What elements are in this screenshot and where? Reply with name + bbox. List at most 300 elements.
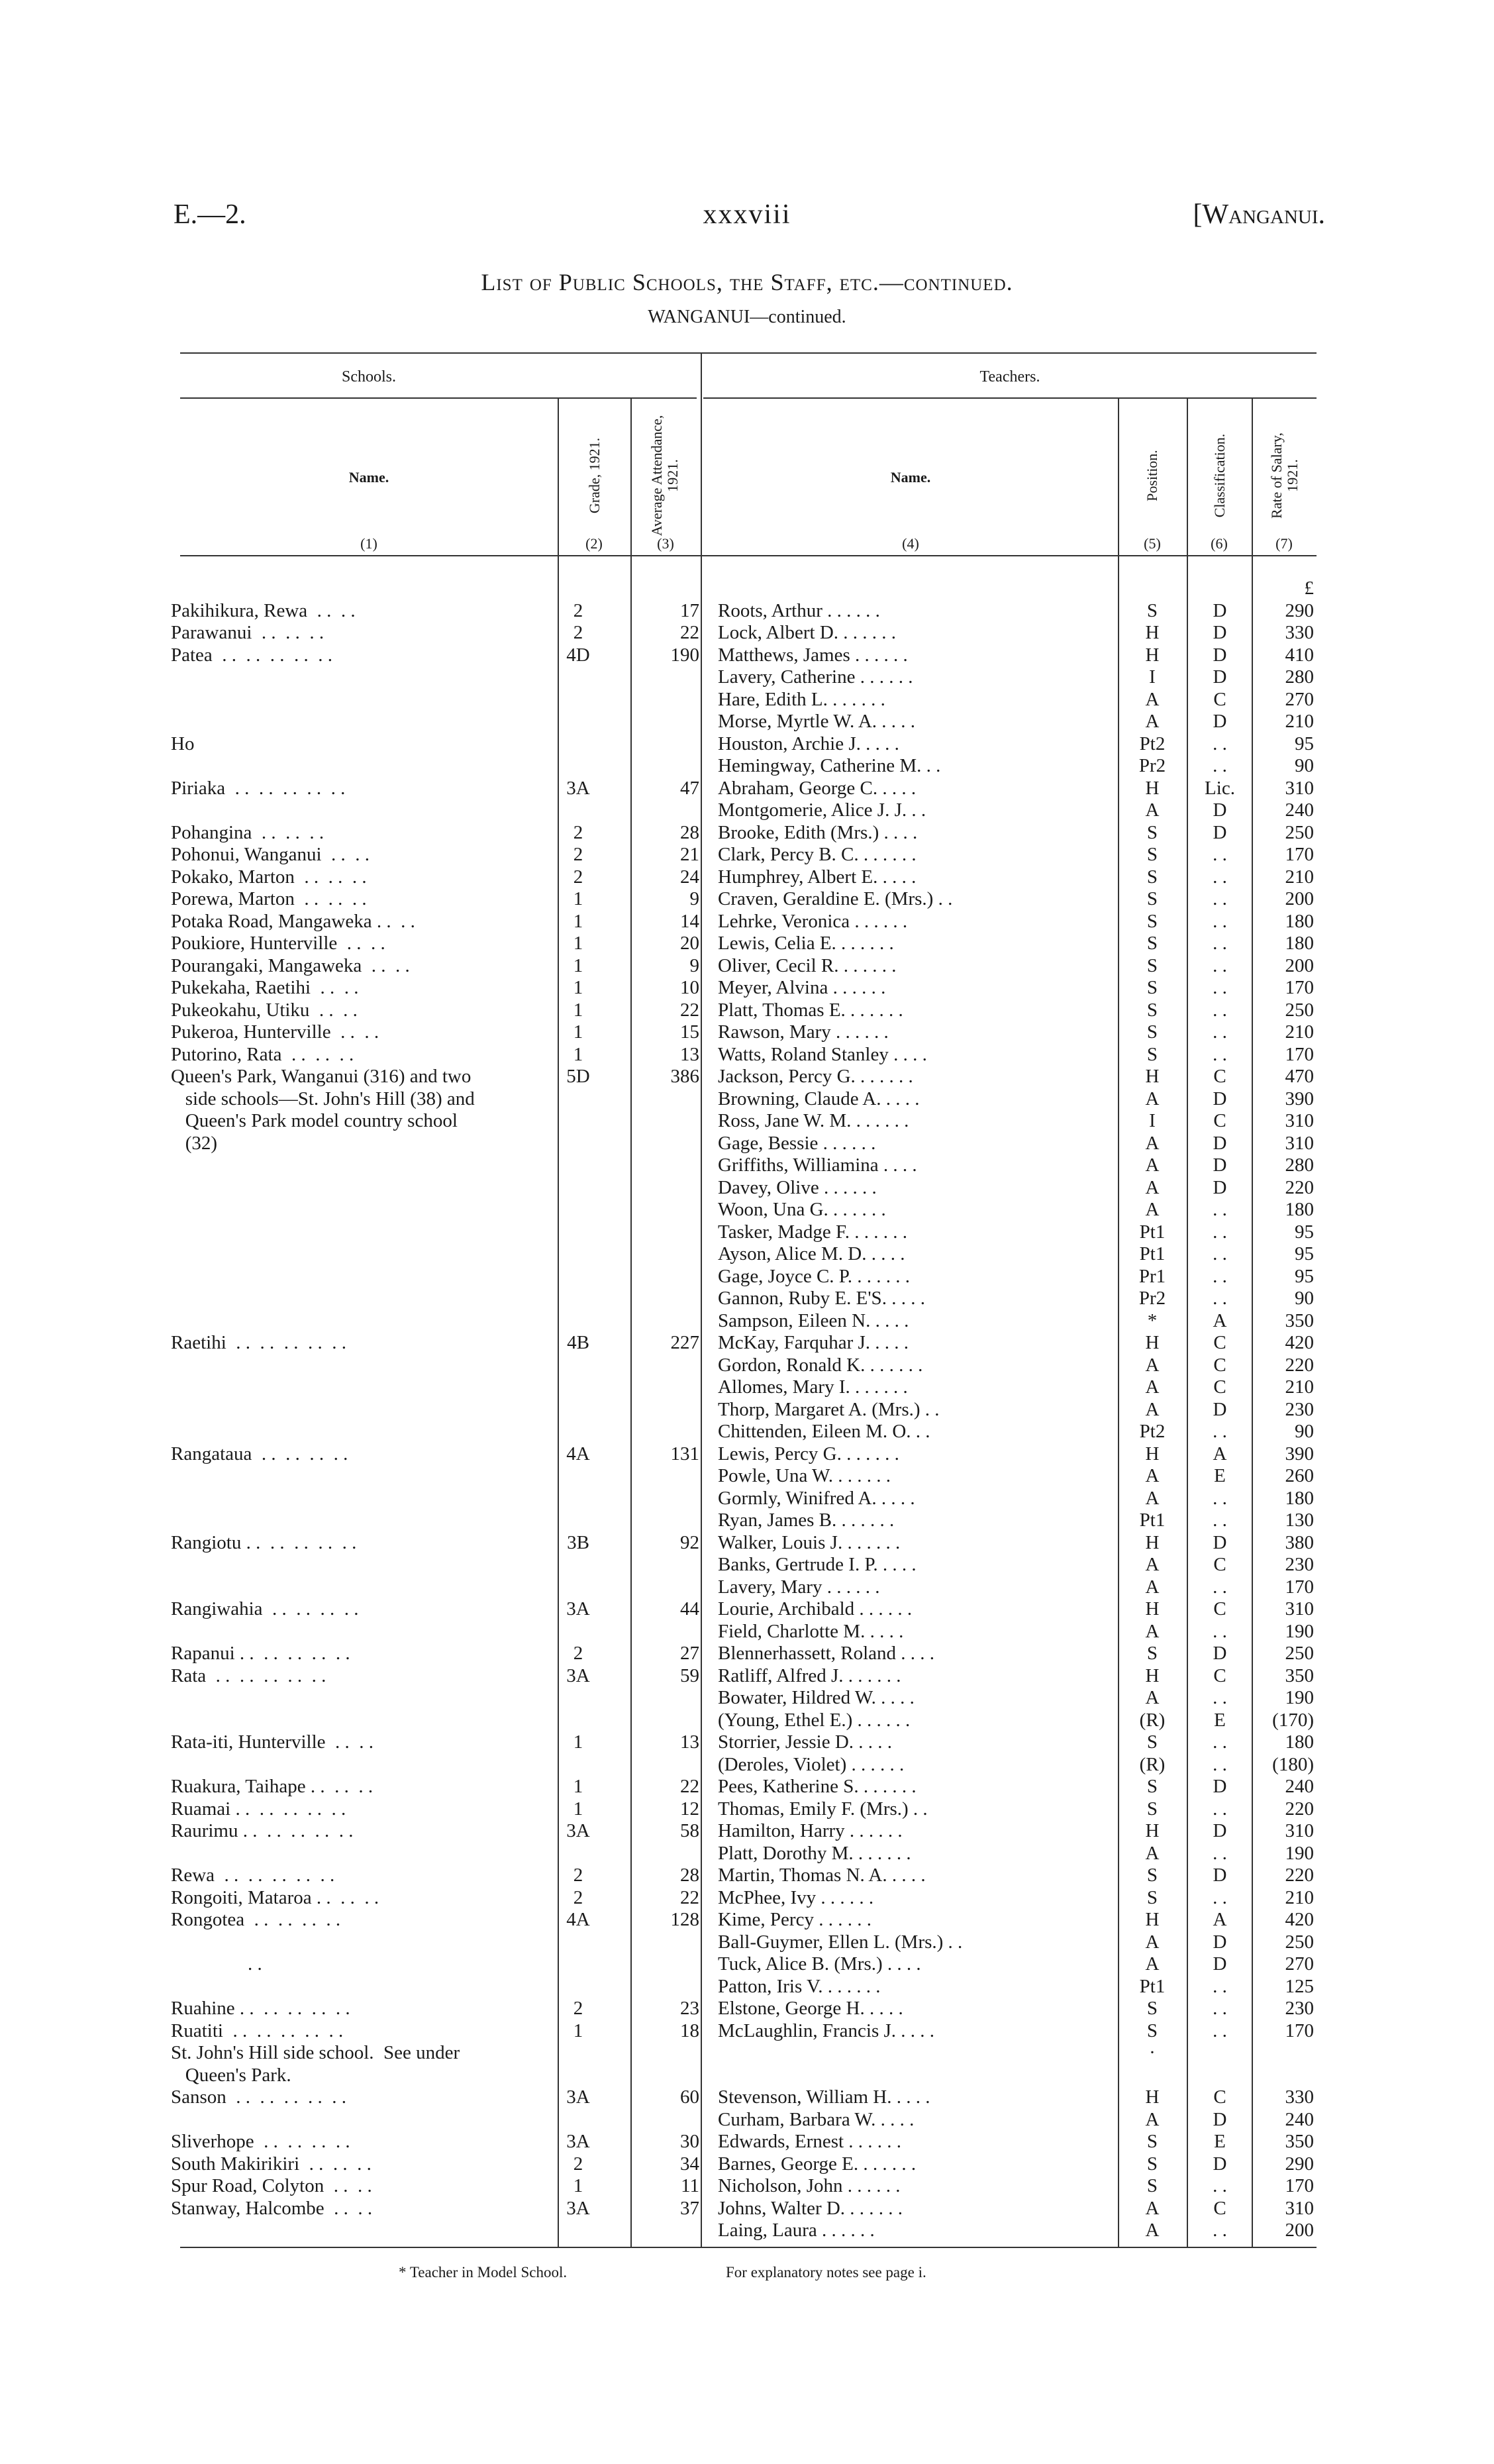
school-grade: 1 — [573, 2020, 583, 2041]
school-name: Rata-iti, Hunterville . . . . — [171, 1731, 374, 1753]
school-grade: 3A — [566, 777, 590, 799]
teacher-name: Matthews, James . . . . . . — [718, 644, 908, 666]
teacher-classification: D — [1213, 1776, 1227, 1797]
school-name: St. John's Hill side school. See under — [171, 2042, 460, 2063]
school-grade: 3A — [566, 2197, 590, 2219]
teacher-position: (R) — [1139, 1753, 1166, 1775]
table-row — [0, 955, 1494, 978]
col-number-5: (5) — [1144, 535, 1161, 552]
table-row — [0, 2131, 1494, 2153]
school-name: Sliverhope . . . . . . . . — [171, 2131, 350, 2152]
school-attendance: 11 — [681, 2175, 699, 2196]
school-grade: 2 — [573, 599, 583, 621]
table-row — [0, 2086, 1494, 2109]
teacher-name: Gage, Bessie . . . . . . — [718, 1132, 876, 1154]
footnote-explanatory: For explanatory notes see page i. — [726, 2264, 926, 2281]
teacher-salary: 170 — [1285, 2175, 1314, 2196]
teacher-classification: A — [1213, 1309, 1227, 1331]
school-attendance: 92 — [680, 1531, 699, 1553]
teacher-name: Rawson, Mary . . . . . . — [718, 1021, 889, 1043]
teacher-salary: 250 — [1285, 821, 1314, 843]
teacher-classification: . . — [1213, 910, 1227, 932]
teacher-name: Lourie, Archibald . . . . . . — [718, 1598, 913, 1619]
teacher-name: Abraham, George C. . . . . — [718, 777, 917, 799]
teacher-classification: . . — [1213, 933, 1227, 954]
school-attendance: 28 — [680, 821, 699, 843]
teacher-classification: . . — [1213, 1288, 1227, 1309]
teacher-position: S — [1146, 2175, 1158, 2196]
teacher-name: McKay, Farquhar J. . . . . — [718, 1332, 909, 1353]
table-row — [0, 2153, 1494, 2176]
teacher-salary: 310 — [1285, 1132, 1314, 1154]
table-row — [0, 1243, 1494, 1266]
school-grade: 3A — [566, 1820, 590, 1841]
table-row — [0, 1643, 1494, 1665]
school-name: Patea . . . . . . . . . . — [171, 644, 333, 666]
col-number-3: (3) — [657, 535, 674, 552]
teacher-classification: C — [1213, 1665, 1226, 1686]
teacher-classification: D — [1213, 1531, 1227, 1553]
school-name: Rewa . . . . . . . . . . — [171, 1865, 335, 1886]
school-name: Pokako, Marton . . . . . . — [171, 866, 367, 888]
table-row — [0, 1621, 1494, 1643]
teacher-name: McLaughlin, Francis J. . . . . — [718, 2020, 935, 2041]
teacher-name: Martin, Thomas N. A. . . . . — [718, 1865, 926, 1886]
teacher-position: S — [1146, 1043, 1158, 1065]
teacher-salary: 90 — [1295, 1421, 1314, 1442]
table-row — [0, 1998, 1494, 2020]
teacher-name: Tasker, Madge F. . . . . . . — [718, 1221, 908, 1243]
school-name: Queen's Park, Wanganui (316) and two — [171, 1066, 472, 1087]
teacher-classification: . . — [1213, 1221, 1227, 1243]
table-row — [0, 1376, 1494, 1399]
table-row — [0, 1488, 1494, 1510]
teacher-name: Barnes, George E. . . . . . . — [718, 2153, 917, 2175]
teacher-classification: C — [1213, 1376, 1226, 1398]
school-grade: 3A — [566, 1598, 590, 1619]
teacher-salary: 180 — [1285, 910, 1314, 932]
school-grade: 2 — [573, 1643, 583, 1664]
teacher-salary: 270 — [1285, 688, 1314, 710]
table-row — [0, 689, 1494, 711]
teacher-position: H — [1145, 1665, 1160, 1686]
school-attendance: 227 — [670, 1332, 699, 1353]
school-grade: 1 — [573, 977, 583, 998]
teacher-salary: 210 — [1285, 1886, 1314, 1908]
teacher-position: A — [1145, 688, 1160, 710]
teacher-salary: 330 — [1285, 622, 1314, 643]
table-row — [0, 866, 1494, 889]
school-name: Sanson . . . . . . . . . . — [171, 2086, 347, 2108]
teacher-position: (R) — [1139, 1709, 1166, 1731]
school-name: Spur Road, Colyton . . . . — [171, 2175, 372, 2196]
teacher-position: S — [1146, 1798, 1158, 1820]
teacher-classification: D — [1213, 1865, 1227, 1886]
school-name: Parawanui . . . . . . — [171, 622, 324, 643]
teacher-position: S — [1146, 1731, 1158, 1753]
teacher-classification: . . — [1213, 1576, 1227, 1598]
table-row — [0, 1887, 1494, 1910]
classification-heading: Classification. — [1211, 433, 1228, 518]
teacher-salary: 380 — [1285, 1531, 1314, 1553]
table-row — [0, 1754, 1494, 1776]
table-row — [0, 1399, 1494, 1421]
teacher-name: Edwards, Ernest . . . . . . — [718, 2131, 902, 2152]
table-row — [0, 1000, 1494, 1022]
table-row — [0, 1532, 1494, 1555]
school-name: Rangataua . . . . . . . . — [171, 1443, 348, 1464]
table-row — [0, 1909, 1494, 1931]
school-attendance: 15 — [680, 1021, 699, 1043]
teacher-salary: 90 — [1295, 755, 1314, 776]
table-row — [0, 1820, 1494, 1843]
school-name: Ruakura, Taihape . . . . . . — [171, 1776, 374, 1797]
teacher-position: I — [1149, 1110, 1156, 1131]
teacher-position: S — [1146, 2153, 1158, 2175]
teacher-name: Oliver, Cecil R. . . . . . . — [718, 954, 897, 976]
teacher-classification: D — [1213, 1820, 1227, 1841]
table-row — [0, 1155, 1494, 1177]
grade-heading: Grade, 1921. — [586, 437, 603, 514]
school-attendance: 34 — [680, 2153, 699, 2175]
school-attendance: 22 — [680, 622, 699, 643]
teacher-classification: E — [1214, 2131, 1226, 2152]
teacher-salary: 290 — [1285, 2153, 1314, 2175]
table-row — [0, 1199, 1494, 1221]
school-attendance: 10 — [680, 977, 699, 998]
table-row — [0, 977, 1494, 1000]
teacher-salary: 420 — [1285, 1909, 1314, 1930]
teacher-name: Walker, Louis J. . . . . . . — [718, 1531, 901, 1553]
school-name: Piriaka . . . . . . . . . . — [171, 777, 346, 799]
teacher-position: H — [1145, 1531, 1160, 1553]
teacher-name: Powle, Una W. . . . . . . — [718, 1465, 891, 1486]
teacher-name: Humphrey, Albert E. . . . . — [718, 866, 917, 888]
table-row — [0, 1421, 1494, 1443]
teacher-salary: 240 — [1285, 799, 1314, 821]
teacher-position: S — [1146, 888, 1158, 909]
teacher-classification: . . — [1213, 1886, 1227, 1908]
table-row — [0, 888, 1494, 911]
teacher-name: Elstone, George H. . . . . — [718, 1998, 903, 2019]
teacher-salary: 350 — [1285, 1309, 1314, 1331]
table-row — [0, 1066, 1494, 1088]
school-grade: 1 — [573, 954, 583, 976]
school-name: Rongotea . . . . . . . . — [171, 1909, 341, 1930]
teacher-name: Johns, Walter D. . . . . . . — [718, 2197, 903, 2219]
teacher-salary: 240 — [1285, 2108, 1314, 2130]
teacher-name: Watts, Roland Stanley . . . . — [718, 1043, 927, 1065]
teacher-name: Curham, Barbara W. . . . . — [718, 2108, 915, 2130]
teacher-salary: 230 — [1285, 1998, 1314, 2019]
teacher-position: A — [1145, 1554, 1160, 1575]
teacher-salary: 310 — [1285, 1820, 1314, 1841]
teacher-classification: C — [1213, 1354, 1226, 1376]
school-grade: 4A — [566, 1909, 590, 1930]
teacher-position: Pr2 — [1138, 755, 1166, 776]
table-row — [0, 622, 1494, 644]
teacher-salary: 190 — [1285, 1842, 1314, 1864]
school-attendance: 30 — [680, 2131, 699, 2152]
teacher-name: Hamilton, Harry . . . . . . — [718, 1820, 903, 1841]
school-grade: 3A — [566, 2131, 590, 2152]
school-attendance: 58 — [680, 1820, 699, 1841]
school-attendance: 14 — [680, 910, 699, 932]
teacher-position: Pt1 — [1139, 1975, 1166, 1997]
teacher-salary: 210 — [1285, 1021, 1314, 1043]
teacher-classification: . . — [1213, 733, 1227, 754]
school-name: Queen's Park model country school — [171, 1110, 458, 1131]
teacher-name: Sampson, Eileen N. . . . . — [718, 1309, 909, 1331]
teacher-position: S — [1146, 1998, 1158, 2019]
teacher-classification: . . — [1213, 866, 1227, 888]
teacher-position: S — [1146, 844, 1158, 865]
school-attendance: 386 — [670, 1066, 699, 1087]
position-heading: Position. — [1144, 450, 1160, 501]
teacher-position: * — [1147, 1309, 1158, 1331]
teacher-classification: A — [1213, 1443, 1227, 1464]
page-code: E.—2. — [174, 199, 246, 230]
school-name: Pohangina . . . . . . — [171, 821, 324, 843]
attendance-heading: Average Attendance, 1921. — [648, 415, 681, 537]
table-row — [0, 1021, 1494, 1044]
teacher-name: Clark, Percy B. C. . . . . . . — [718, 844, 917, 865]
teacher-salary: (180) — [1272, 1753, 1314, 1775]
school-attendance: 17 — [680, 599, 699, 621]
school-name: Ruatiti . . . . . . . . . . — [171, 2020, 344, 2041]
table-row — [0, 1044, 1494, 1066]
teacher-name: Houston, Archie J. . . . . — [718, 733, 899, 754]
teacher-name: Patton, Iris V. . . . . . . — [718, 1975, 881, 1997]
teacher-classification: C — [1213, 1598, 1226, 1619]
table-row — [0, 1288, 1494, 1310]
teacher-salary: 230 — [1285, 1554, 1314, 1575]
school-attendance: 24 — [680, 866, 699, 888]
teacher-position: Pr2 — [1138, 1288, 1166, 1309]
teacher-classification: C — [1213, 2197, 1226, 2219]
school-name: Rapanui . . . . . . . . . . — [171, 1643, 350, 1664]
table-row — [0, 1576, 1494, 1599]
school-name: Pourangaki, Mangaweka . . . . — [171, 954, 410, 976]
teacher-classification: C — [1213, 1066, 1226, 1087]
col-number-1: (1) — [360, 535, 377, 552]
school-grade: 2 — [573, 844, 583, 865]
table-row — [0, 1554, 1494, 1576]
teacher-classification: C — [1213, 1554, 1226, 1575]
teacher-salary: 220 — [1285, 1354, 1314, 1376]
teacher-classification: . . — [1213, 1021, 1227, 1043]
teacher-classification: . . — [1213, 999, 1227, 1021]
teacher-salary: 170 — [1285, 844, 1314, 865]
school-name: (32) — [171, 1132, 218, 1154]
teacher-classification: . . — [1213, 1620, 1227, 1642]
teacher-salary: 230 — [1285, 1398, 1314, 1420]
school-name: Porewa, Marton . . . . . . — [171, 888, 367, 909]
school-name: South Makirikiri . . . . . . — [171, 2153, 372, 2175]
school-name: Rongoiti, Mataroa . . . . . . — [171, 1886, 379, 1908]
school-attendance: 44 — [680, 1598, 699, 1619]
teacher-classification: D — [1213, 1953, 1227, 1975]
teacher-classification: D — [1213, 1643, 1227, 1664]
teacher-salary: 310 — [1285, 1598, 1314, 1619]
school-grade: 2 — [573, 1865, 583, 1886]
school-attendance: 20 — [680, 933, 699, 954]
teacher-classification: D — [1213, 1931, 1227, 1953]
teacher-salary: 210 — [1285, 866, 1314, 888]
teacher-salary: 250 — [1285, 1643, 1314, 1664]
teacher-classification: E — [1214, 1709, 1226, 1731]
teacher-name: (Young, Ethel E.) . . . . . . — [718, 1709, 911, 1731]
table-row — [0, 822, 1494, 845]
table-row — [0, 1976, 1494, 1998]
teacher-name: Griffiths, Williamina . . . . — [718, 1155, 917, 1176]
teacher-name: Pees, Katherine S. . . . . . . — [718, 1776, 917, 1797]
teacher-salary: 350 — [1285, 1665, 1314, 1686]
teacher-name: Brooke, Edith (Mrs.) . . . . — [718, 821, 918, 843]
teacher-salary: 280 — [1285, 666, 1314, 688]
teacher-salary: 250 — [1285, 999, 1314, 1021]
teacher-position: S — [1146, 2020, 1158, 2041]
teacher-salary: 330 — [1285, 2086, 1314, 2108]
teacher-position: A — [1145, 799, 1160, 821]
school-name: Pukeroa, Hunterville . . . . — [171, 1021, 379, 1043]
teacher-classification: . . — [1213, 1687, 1227, 1708]
teacher-name: Browning, Claude A. . . . . — [718, 1088, 920, 1109]
teacher-classification: . . — [1213, 1199, 1227, 1220]
table-row — [0, 1266, 1494, 1288]
teacher-name: Ross, Jane W. M. . . . . . . — [718, 1110, 909, 1131]
teacher-classification: Lic. — [1205, 777, 1235, 799]
teacher-classification: . . — [1213, 1842, 1227, 1864]
school-name: Rangiotu . . . . . . . . . . — [171, 1531, 357, 1553]
teacher-salary: 410 — [1285, 644, 1314, 666]
teacher-classification: A — [1213, 1909, 1227, 1930]
table-row — [0, 1710, 1494, 1732]
school-name: Potaka Road, Mangaweka . . . . — [171, 910, 415, 932]
school-attendance: 9 — [689, 888, 699, 909]
teacher-salary: 240 — [1285, 1776, 1314, 1797]
teacher-salary: 190 — [1285, 1687, 1314, 1708]
teacher-name: Allomes, Mary I. . . . . . . — [718, 1376, 908, 1398]
teacher-position: A — [1145, 2197, 1160, 2219]
teacher-name: Lavery, Catherine . . . . . . — [718, 666, 913, 688]
teacher-salary: (170) — [1272, 1709, 1314, 1731]
teacher-name: Bowater, Hildred W. . . . . — [718, 1687, 915, 1708]
school-attendance: 190 — [670, 644, 699, 666]
teacher-position: Pt1 — [1139, 1243, 1166, 1264]
table-row — [0, 933, 1494, 955]
teacher-classification: D — [1213, 1155, 1227, 1176]
teacher-name: Stevenson, William H. . . . . — [718, 2086, 930, 2108]
school-attendance: 22 — [680, 999, 699, 1021]
teacher-name: Banks, Gertrude I. P. . . . . — [718, 1554, 917, 1575]
teacher-name: Montgomerie, Alice J. J. . . — [718, 799, 926, 821]
table-bottom-rule — [180, 2247, 1317, 2248]
teacher-classification: . . — [1213, 1975, 1227, 1997]
teacher-position: S — [1146, 1886, 1158, 1908]
teacher-classification: . . — [1213, 1243, 1227, 1264]
table-row — [0, 2109, 1494, 2131]
teacher-position: A — [1145, 1953, 1160, 1975]
table-row — [0, 1598, 1494, 1621]
teacher-salary: 280 — [1285, 1155, 1314, 1176]
footnote-model-school: * Teacher in Model School. — [399, 2264, 568, 2281]
teacher-position: A — [1145, 1931, 1160, 1953]
teacher-name: Thomas, Emily F. (Mrs.) . . — [718, 1798, 928, 1820]
school-grade: 2 — [573, 1998, 583, 2019]
teacher-salary: 95 — [1295, 733, 1314, 754]
school-name: Queen's Park. — [171, 2064, 291, 2086]
teacher-position: A — [1145, 1487, 1160, 1509]
teacher-position: A — [1145, 2220, 1160, 2241]
teacher-position: · — [1149, 2042, 1156, 2063]
table-row — [0, 2020, 1494, 2043]
table-row — [0, 2198, 1494, 2220]
school-attendance: 21 — [680, 844, 699, 865]
teacher-name: Morse, Myrtle W. A. . . . . — [718, 711, 916, 732]
teacher-name: Hemingway, Catherine M. . . — [718, 755, 941, 776]
teacher-name: Ayson, Alice M. D. . . . . — [718, 1243, 905, 1264]
teacher-classification: D — [1213, 1088, 1227, 1109]
school-attendance: 28 — [680, 1865, 699, 1886]
teacher-classification: D — [1213, 799, 1227, 821]
teacher-salary: 95 — [1295, 1265, 1314, 1287]
teacher-salary: 270 — [1285, 1953, 1314, 1975]
table-row — [0, 911, 1494, 933]
col-number-7: (7) — [1275, 535, 1293, 552]
table-row — [0, 1843, 1494, 1865]
school-grade: 1 — [573, 999, 583, 1021]
school-grade: 1 — [573, 933, 583, 954]
teacher-classification: . . — [1213, 1998, 1227, 2019]
teachers-group-heading: Teachers. — [979, 368, 1040, 385]
teacher-position: S — [1146, 933, 1158, 954]
teacher-position: Pt1 — [1139, 1510, 1166, 1531]
teacher-name: Thorp, Margaret A. (Mrs.) . . — [718, 1398, 940, 1420]
table-row — [0, 799, 1494, 822]
teacher-position: A — [1145, 1354, 1160, 1376]
school-name: Raetihi . . . . . . . . . . — [171, 1332, 347, 1353]
table-row — [0, 711, 1494, 733]
teacher-classification: . . — [1213, 888, 1227, 909]
teacher-position: I — [1149, 666, 1156, 688]
school-grade: 1 — [573, 2175, 583, 2196]
teacher-position: S — [1146, 2131, 1158, 2152]
teacher-position: H — [1145, 622, 1160, 643]
teacher-name: Lewis, Percy G. . . . . . . — [718, 1443, 899, 1464]
school-grade: 4D — [566, 644, 590, 666]
school-name: Pohonui, Wanganui . . . . — [171, 844, 370, 865]
table-row — [0, 1088, 1494, 1111]
table-row — [0, 1310, 1494, 1333]
table-row — [0, 778, 1494, 800]
teacher-position: A — [1145, 1842, 1160, 1864]
teacher-salary: 470 — [1285, 1066, 1314, 1087]
page-title: List of Public Schools, the Staff, etc.—continued. — [481, 269, 1013, 295]
school-attendance: 131 — [670, 1443, 699, 1464]
school-name: Ruamai . . . . . . . . . . — [171, 1798, 346, 1820]
teacher-classification: . . — [1213, 1731, 1227, 1753]
teacher-salary: 200 — [1285, 888, 1314, 909]
teacher-salary: 190 — [1285, 1620, 1314, 1642]
table-row — [0, 1465, 1494, 1488]
header-bottom-rule — [180, 555, 1317, 556]
school-attendance: 59 — [680, 1665, 699, 1686]
staff-table-body — [0, 578, 1494, 2242]
teacher-name: Storrier, Jessie D. . . . . — [718, 1731, 893, 1753]
teacher-salary: 170 — [1285, 2020, 1314, 2041]
teacher-salary: 220 — [1285, 1176, 1314, 1198]
